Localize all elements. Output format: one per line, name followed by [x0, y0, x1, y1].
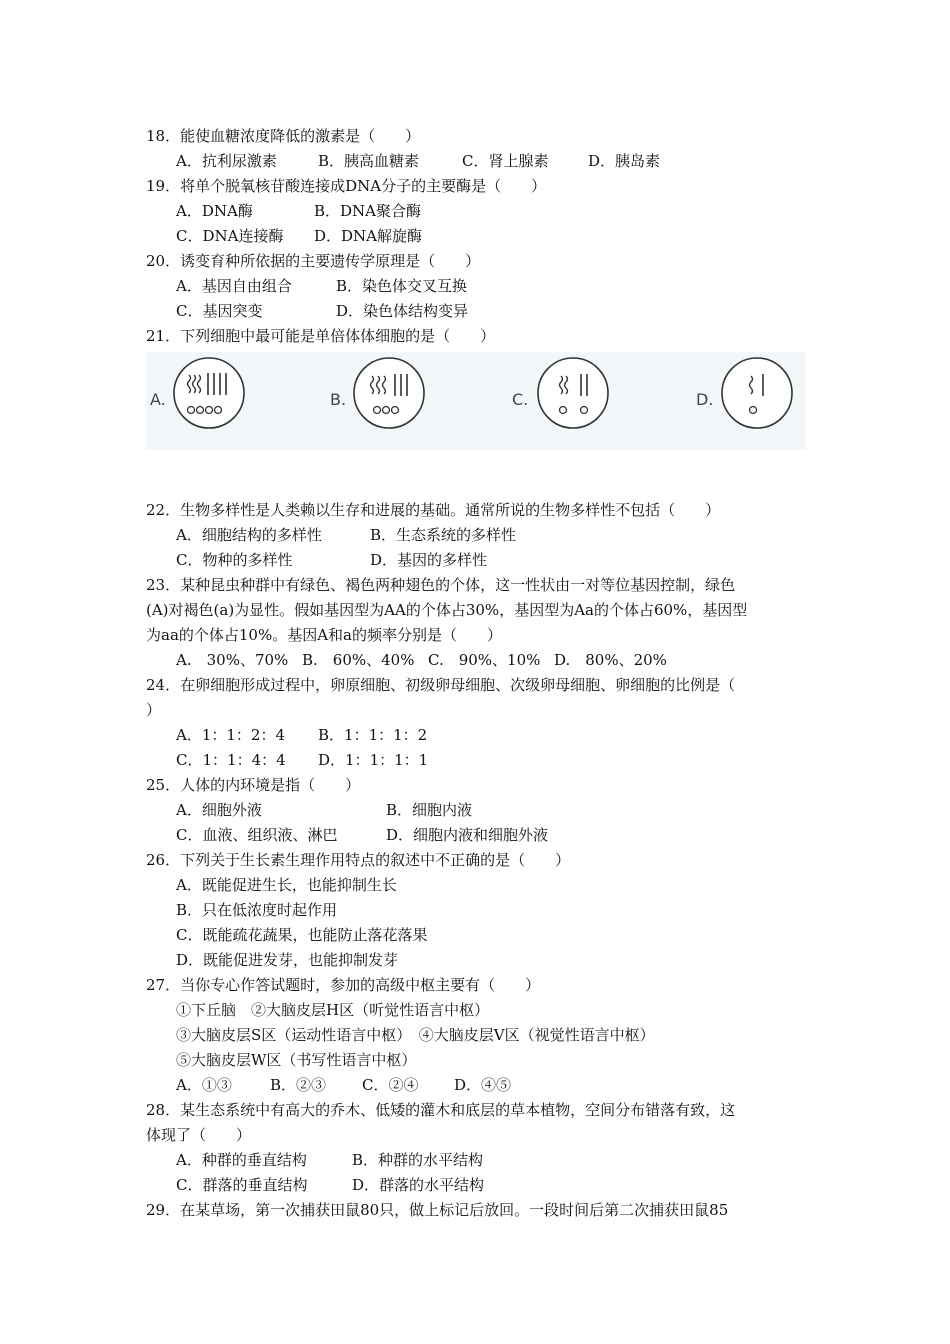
q26-stem: 26．下列关于生长素生理作用特点的叙述中不正确的是（ ）	[146, 851, 571, 869]
q24-option-a: A．1：1：2：4	[176, 726, 286, 744]
q20-option-d: D．染色体结构变异	[336, 302, 469, 320]
figure-label-d: D.	[696, 390, 714, 409]
q18-option-a: A．抗利尿激素	[176, 152, 277, 170]
q23-option-c: C. 90%、10%	[428, 651, 541, 669]
q20-stem: 20．诱变育种所依据的主要遗传学原理是（ ）	[146, 252, 481, 270]
figure-label-c: C.	[512, 390, 529, 409]
q26-option-d: D．既能促进发芽，也能抑制发芽	[176, 951, 399, 969]
cell-diagram-a	[172, 356, 246, 430]
q20-option-b: B．染色体交叉互换	[336, 277, 468, 295]
q23-option-b: B. 60%、40%	[302, 651, 415, 669]
q25-option-a: A．细胞外液	[176, 801, 262, 819]
cell-diagram-c	[536, 356, 610, 430]
q27-item-line3: ⑤大脑皮层W区（书写性语言中枢）	[176, 1051, 417, 1069]
q18-option-b: B．胰高血糖素	[318, 152, 420, 170]
q27-option-c: C．②④	[362, 1076, 419, 1094]
q18-stem: 18．能使血糖浓度降低的激素是（ ）	[146, 127, 421, 145]
q22-option-c: C．物种的多样性	[176, 551, 293, 569]
q27-option-d: D．④⑤	[454, 1076, 512, 1094]
q28-option-a: A．种群的垂直结构	[176, 1151, 307, 1169]
q20-option-c: C．基因突变	[176, 302, 263, 320]
q26-option-b: B．只在低浓度时起作用	[176, 901, 338, 919]
q23-stem-line1: 23．某种昆虫种群中有绿色、褐色两种翅色的个体，这一性状由一对等位基因控制，绿色	[146, 576, 736, 594]
q23-stem-line3: 为aa的个体占10%。基因A和a的频率分别是（ ）	[146, 626, 503, 644]
q18-option-d: D．胰岛素	[588, 152, 661, 170]
q23-option-d: D. 80%、20%	[554, 651, 667, 669]
q28-option-b: B．种群的水平结构	[352, 1151, 484, 1169]
q19-option-c: C．DNA连接酶	[176, 227, 284, 245]
q27-stem: 27．当你专心作答试题时，参加的高级中枢主要有（ ）	[146, 976, 541, 994]
q24-stem-line2: ）	[146, 701, 162, 719]
q24-option-b: B．1：1：1：2	[318, 726, 428, 744]
q27-option-b: B．②③	[270, 1076, 327, 1094]
q26-option-c: C．既能疏花蔬果，也能防止落花落果	[176, 926, 428, 944]
q26-option-a: A．既能促进生长，也能抑制生长	[176, 876, 397, 894]
q28-stem-line1: 28．某生态系统中有高大的乔木、低矮的灌木和底层的草本植物，空间分布错落有致，这	[146, 1101, 736, 1119]
q24-option-c: C．1：1：4：4	[176, 751, 286, 769]
q24-option-d: D．1：1：1：1	[318, 751, 429, 769]
q22-option-a: A．细胞结构的多样性	[176, 526, 322, 544]
q25-option-d: D．细胞内液和细胞外液	[386, 826, 549, 844]
q27-item-line1: ①下丘脑 ②大脑皮层H区（听觉性语言中枢）	[176, 1001, 490, 1019]
figure-label-b: B.	[330, 390, 347, 409]
q19-option-d: D．DNA解旋酶	[314, 227, 423, 245]
figure-label-a: A.	[150, 390, 166, 409]
q22-option-b: B．生态系统的多样性	[370, 526, 517, 544]
q23-option-a: A. 30%、70%	[176, 651, 289, 669]
q28-stem-line2: 体现了（ ）	[146, 1126, 252, 1144]
q23-stem-line2: (A)对褐色(a)为显性。假如基因型为AA的个体占30%，基因型为Aa的个体占60%，基因型	[146, 601, 748, 619]
q25-stem: 25．人体的内环境是指（ ）	[146, 776, 361, 794]
q19-option-b: B．DNA聚合酶	[314, 202, 422, 220]
cell-diagram-b	[352, 356, 426, 430]
q21-stem: 21．下列细胞中最可能是单倍体体细胞的是（ ）	[146, 327, 496, 345]
q24-stem-line1: 24．在卵细胞形成过程中，卵原细胞、初级卵母细胞、次级卵母细胞、卵细胞的比例是（	[146, 676, 736, 694]
q20-option-a: A．基因自由组合	[176, 277, 292, 295]
q18-option-c: C．肾上腺素	[462, 152, 549, 170]
q27-item-line2: ③大脑皮层S区（运动性语言中枢） ④大脑皮层V区（视觉性语言中枢）	[176, 1026, 655, 1044]
q22-stem: 22．生物多样性是人类赖以生存和进展的基础。通常所说的生物多样性不包括（ ）	[146, 501, 721, 519]
cell-diagram-figure	[146, 352, 806, 450]
q19-stem: 19．将单个脱氧核苷酸连接成DNA分子的主要酶是（ ）	[146, 177, 547, 195]
q27-option-a: A．①③	[176, 1076, 232, 1094]
q29-stem: 29．在某草场，第一次捕获田鼠80只，做上标记后放回。一段时间后第二次捕获田鼠85	[146, 1201, 729, 1219]
q28-option-c: C．群落的垂直结构	[176, 1176, 308, 1194]
q25-option-b: B．细胞内液	[386, 801, 473, 819]
cell-diagram-d	[720, 356, 794, 430]
q25-option-c: C．血液、组织液、淋巴	[176, 826, 338, 844]
q28-option-d: D．群落的水平结构	[352, 1176, 485, 1194]
q22-option-d: D．基因的多样性	[370, 551, 488, 569]
q19-option-a: A．DNA酶	[176, 202, 253, 220]
